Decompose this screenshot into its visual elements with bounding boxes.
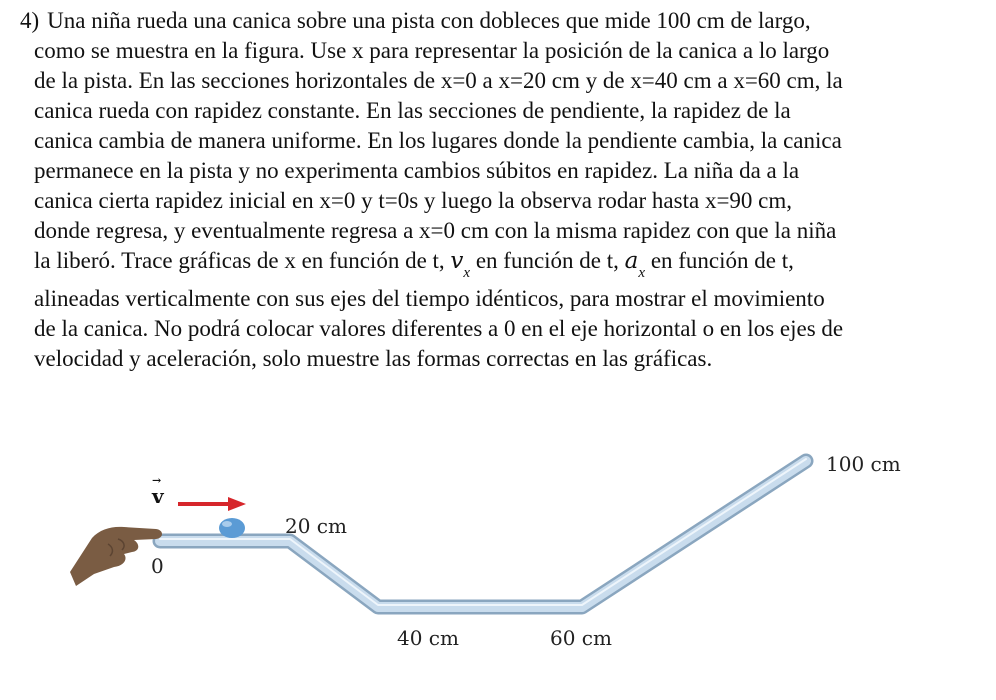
acceleration-subscript: x [638,265,646,281]
track-outline [160,461,806,607]
label-100cm: 100 cm [826,452,901,476]
track-figure [0,440,996,700]
label-20cm: 20 cm [285,514,347,538]
problem-line-12: velocidad y aceleración, solo muestre las formas correctas en las gráficas. [34,346,713,371]
problem-line-10: alineadas verticalmente con sus ejes del tiempo idénticos, para mostrar el movimiento [34,286,825,311]
label-origin: 0 [151,554,164,578]
velocity-vector-label: v [152,484,164,508]
problem-line-2: como se muestra en la figura. Use x para representar la posición de la canica a lo largo [34,38,830,63]
problem-line-6: permanece en la pista y no experimenta cambios súbitos en rapidez. La niña da a la [34,158,800,183]
velocity-subscript: x [463,265,471,281]
label-40cm: 40 cm [397,626,459,650]
problem-line-9: la liberó. Trace gráficas de x en función de t, $v_x$ en función de t, $a_x$ en función de t, [34,248,794,281]
track-illustration [0,440,996,700]
problem-line-11: de la canica. No podrá colocar valores diferentes a 0 en el eje horizontal o en los ejes de [34,316,844,341]
problem-number: 4) [20,8,40,33]
label-60cm: 60 cm [550,626,612,650]
problem-line-5: canica cambia de manera uniforme. En los lugares donde la pendiente cambia, la canica [34,128,842,153]
problem-line-1: 4) Una niña rueda una canica sobre una pista con dobleces que mide 100 cm de largo, [20,8,811,33]
problem-statement [20,6,986,374]
problem-line-7: canica cierta rapidez inicial en x=0 y t=0s y luego la observa rodar hasta x=90 cm, [34,188,793,213]
velocity-symbol: v [450,248,464,274]
velocity-arrow-head [228,497,246,511]
hand-icon [70,527,162,586]
marble-shine [222,521,232,527]
acceleration-symbol: a [624,248,639,274]
velocity-vector-overarrow: → [152,474,162,487]
marble [219,518,245,538]
problem-line-3: de la pista. En las secciones horizontales de x=0 a x=20 cm y de x=40 cm a x=60 cm, la [34,68,843,93]
problem-line-8: donde regresa, y eventualmente regresa a x=0 cm con la misma rapidez con que la niña [34,218,837,243]
problem-line-4: canica rueda con rapidez constante. En las secciones de pendiente, la rapidez de la [34,98,791,123]
